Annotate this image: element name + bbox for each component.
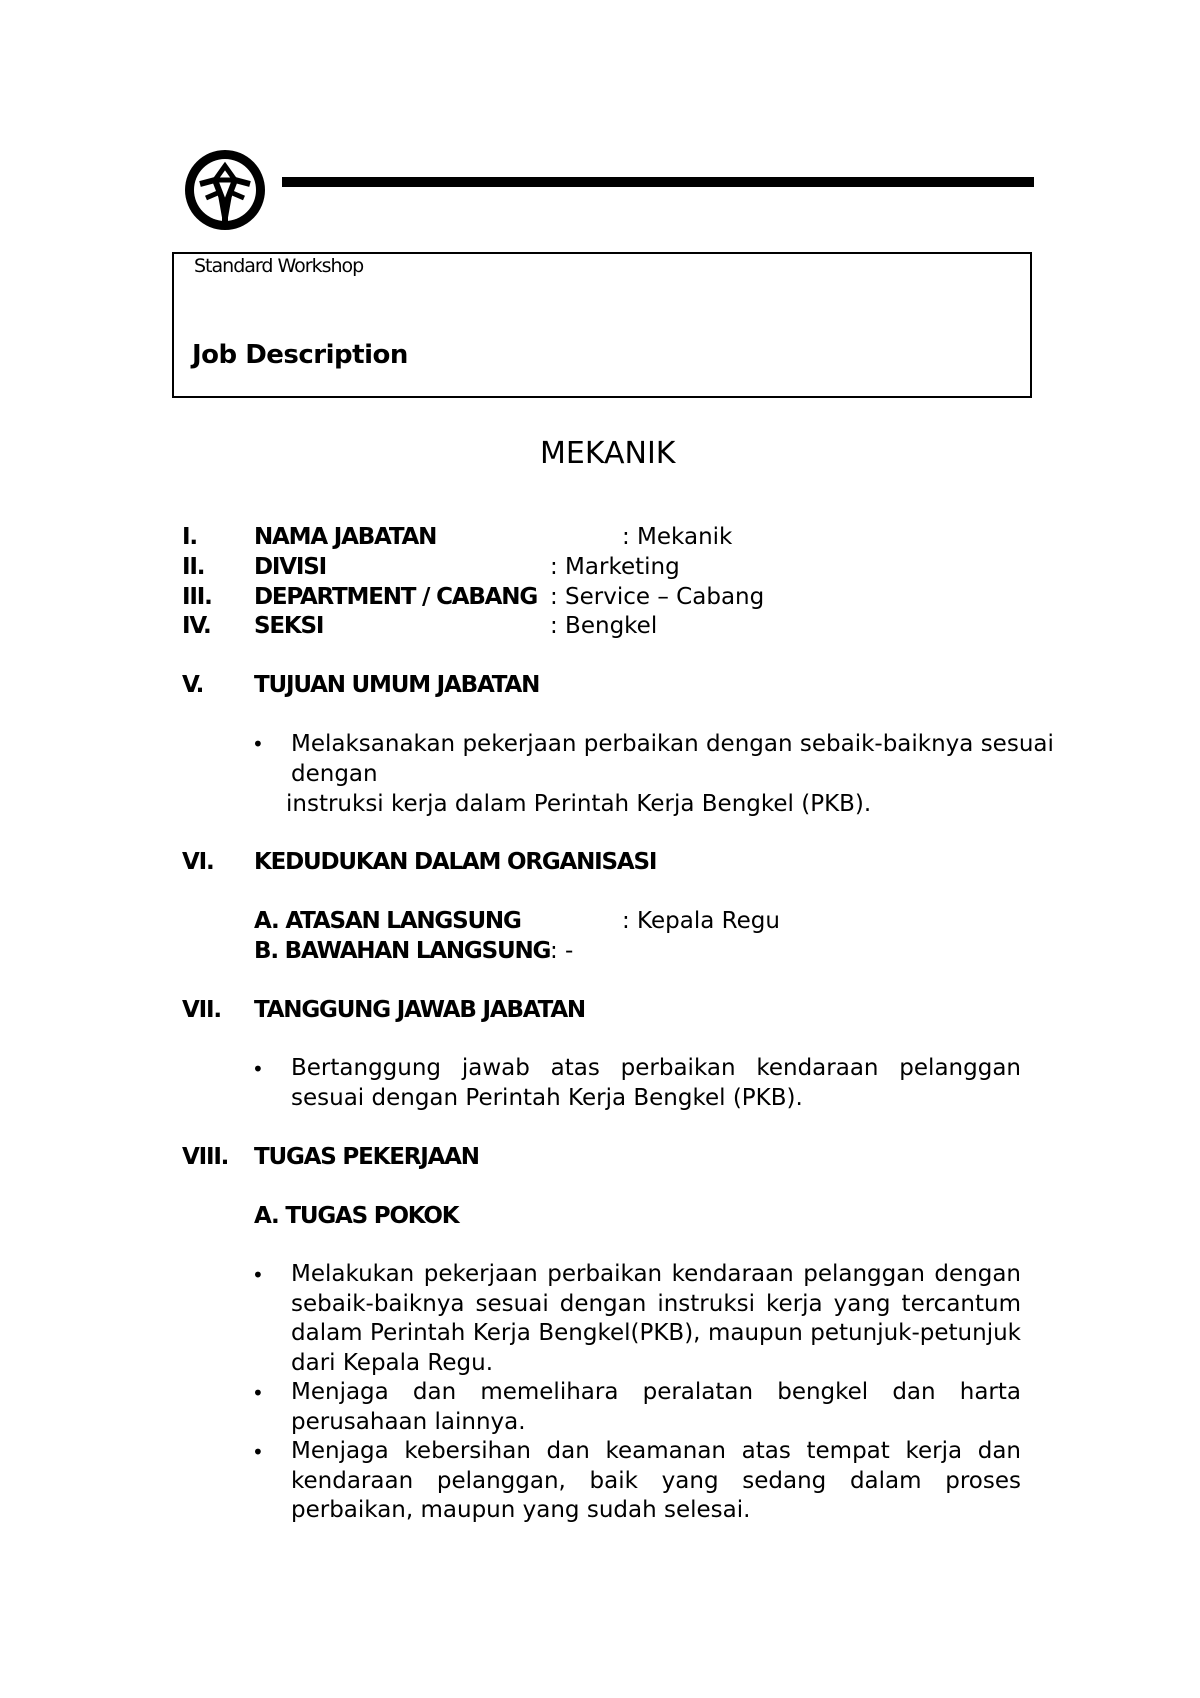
section-number: V. <box>182 672 204 698</box>
section-title-kedudukan: KEDUDUKAN DALAM ORGANISASI <box>254 849 657 875</box>
bullet-icon: • <box>252 1440 264 1464</box>
tugas-item: Menjaga dan memelihara peralatan bengkel dan harta perusahaan lainnya. <box>291 1379 1021 1435</box>
box-title: Job Description <box>192 340 408 370</box>
section-number: VII. <box>182 997 221 1023</box>
section-title-tujuan: TUJUAN UMUM JABATAN <box>254 672 540 698</box>
section-number: VI. <box>182 849 214 875</box>
subsection-title-tugas-pokok: A. TUGAS POKOK <box>254 1203 459 1229</box>
tanggung-jawab-text: Bertanggung jawab atas perbaikan kendaraan pelanggan sesuai dengan Perintah Kerja Bengkel (PKB). <box>291 1055 1021 1111</box>
item-number: II. <box>182 554 205 580</box>
tugas-item: Menjaga kebersihan dan keamanan atas tempat kerja dan kendaraan pelanggan, baik yang sedang dalam proses perbaikan, maupun yang sudah selesai. <box>291 1438 1021 1523</box>
field-value-nama-jabatan: : Mekanik <box>622 524 733 550</box>
field-label-nama-jabatan: NAMA JABATAN <box>254 524 437 550</box>
item-number: III. <box>182 584 212 610</box>
bullet-icon: • <box>252 1263 264 1287</box>
document-title: MEKANIK <box>540 436 676 471</box>
section-title-tugas-pekerjaan: TUGAS PEKERJAAN <box>254 1144 479 1170</box>
box-subtitle: Standard Workshop <box>194 255 364 277</box>
field-label-seksi: SEKSI <box>254 613 324 639</box>
field-label-divisi: DIVISI <box>254 554 326 580</box>
field-value-divisi: : Marketing <box>550 554 680 580</box>
company-emblem-icon <box>182 150 268 230</box>
tujuan-text-line3: instruksi kerja dalam Perintah Kerja Bengkel (PKB). <box>286 791 872 817</box>
field-label-department: DEPARTMENT / CABANG <box>254 584 538 610</box>
item-number: IV. <box>182 613 211 639</box>
section-number: VIII. <box>182 1144 229 1170</box>
section-title-tanggung-jawab: TANGGUNG JAWAB JABATAN <box>254 997 585 1023</box>
field-value-bawahan: : - <box>550 938 574 964</box>
header-rule <box>282 177 1034 187</box>
item-number: I. <box>182 524 197 550</box>
tujuan-text-line2: dengan <box>291 761 378 787</box>
field-value-department: : Service – Cabang <box>550 584 765 610</box>
field-label-atasan: A. ATASAN LANGSUNG <box>254 908 521 934</box>
bullet-icon: • <box>252 1381 264 1405</box>
field-value-atasan: : Kepala Regu <box>622 908 780 934</box>
bullet-icon: • <box>252 1057 264 1081</box>
tugas-item: Melakukan pekerjaan perbaikan kendaraan pelanggan dengan sebaik-baiknya sesuai dengan instruksi kerja yang tercantum dalam Perintah Kerja Bengkel(PKB), maupun petunjuk-petunjuk dari Kepala Regu. <box>291 1261 1021 1376</box>
field-label-bawahan: B. BAWAHAN LANGSUNG <box>254 938 551 964</box>
bullet-icon: • <box>252 732 264 756</box>
tujuan-text-line1: Melaksanakan pekerjaan perbaikan dengan sebaik-baiknya sesuai <box>291 731 1054 757</box>
field-value-seksi: : Bengkel <box>550 613 658 639</box>
